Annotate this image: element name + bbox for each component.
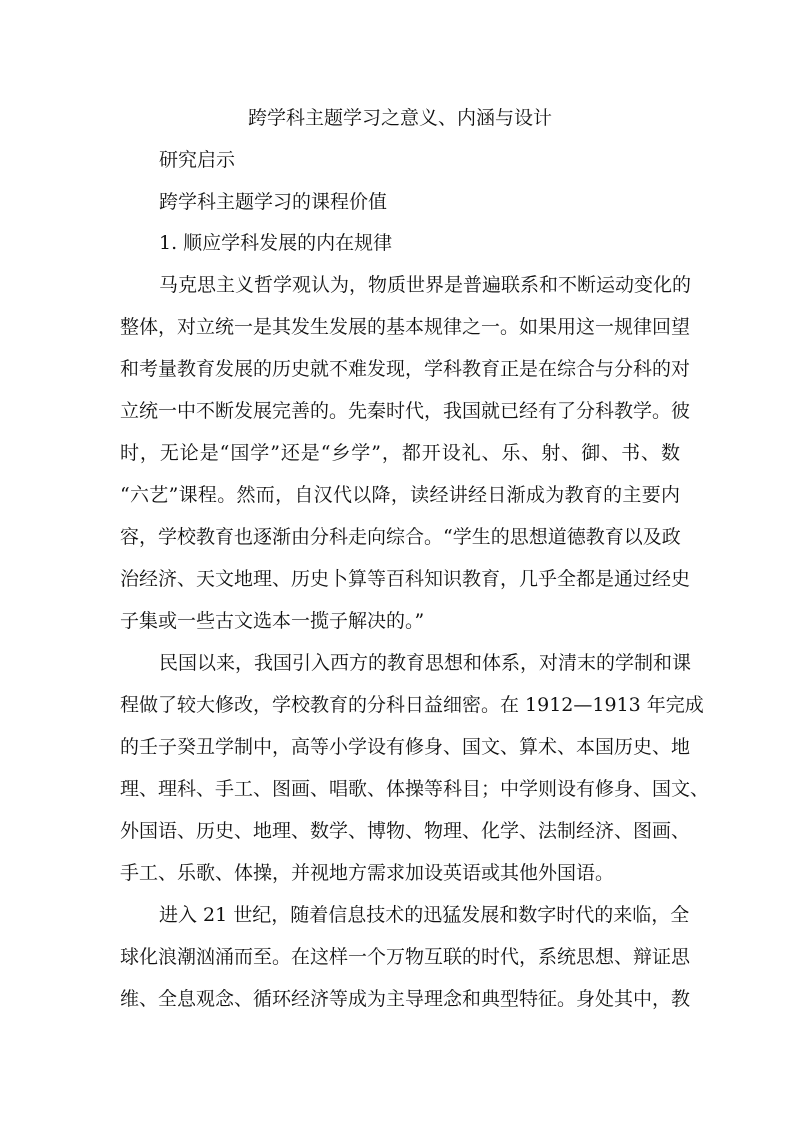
section-heading: 研究启示 [159, 149, 236, 171]
paragraph-line: 理、理科、手工、图画、唱歌、体操等科目；中学则设有修身、国文、 [120, 778, 710, 800]
paragraph-line: 整体，对立统一是其发生发展的基本规律之一。如果用这一规律回望 [120, 316, 691, 338]
paragraph-line: 时，无论是“国学”还是“乡学”，都开设礼、乐、射、御、书、数 [120, 442, 680, 464]
paragraph-line: 和考量教育发展的历史就不难发现，学科教育正是在综合与分科的对 [120, 358, 691, 380]
paragraph-line: 治经济、天文地理、历史卜算等百科知识教育，几乎全都是通过经史 [120, 568, 691, 590]
paragraph-line: 子集或一些古文选本一揽子解决的。” [120, 610, 425, 632]
paragraph-line: 进入 21 世纪，随着信息技术的迅猛发展和数字时代的来临，全 [159, 904, 690, 926]
paragraph-line: 维、全息观念、循环经济等成为主导理念和典型特征。身处其中，教 [120, 988, 691, 1010]
subsection-heading: 跨学科主题学习的课程价值 [159, 191, 388, 213]
paragraph-line: 立统一中不断发展完善的。先秦时代，我国就已经有了分科教学。彼 [120, 400, 691, 422]
document-title: 跨学科主题学习之意义、内涵与设计 [247, 107, 552, 129]
paragraph-line: 程做了较大修改，学校教育的分科日益细密。在 1912—1913 年完成 [120, 694, 704, 716]
paragraph-line: 球化浪潮汹涌而至。在这样一个万物互联的时代，系统思想、辩证思 [120, 946, 691, 968]
paragraph-line: 马克思主义哲学观认为，物质世界是普遍联系和不断运动变化的 [159, 274, 692, 296]
paragraph-line: 手工、乐歌、体操，并视地方需求加设英语或其他外国语。 [120, 862, 615, 884]
paragraph-line: 民国以来，我国引入西方的教育思想和体系，对清末的学制和课 [159, 652, 692, 674]
numbered-heading: 1. 顺应学科发展的内在规律 [159, 232, 393, 254]
paragraph-line: 外国语、历史、地理、数学、博物、物理、化学、法制经济、图画、 [120, 820, 691, 842]
paragraph-line: 容，学校教育也逐渐由分科走向综合。“学生的思想道德教育以及政 [120, 526, 681, 548]
paragraph-line: “六艺”课程。然而，自汉代以降，读经讲经日渐成为教育的主要内 [120, 484, 680, 506]
paragraph-line: 的壬子癸丑学制中，高等小学设有修身、国文、算术、本国历史、地 [120, 736, 691, 758]
